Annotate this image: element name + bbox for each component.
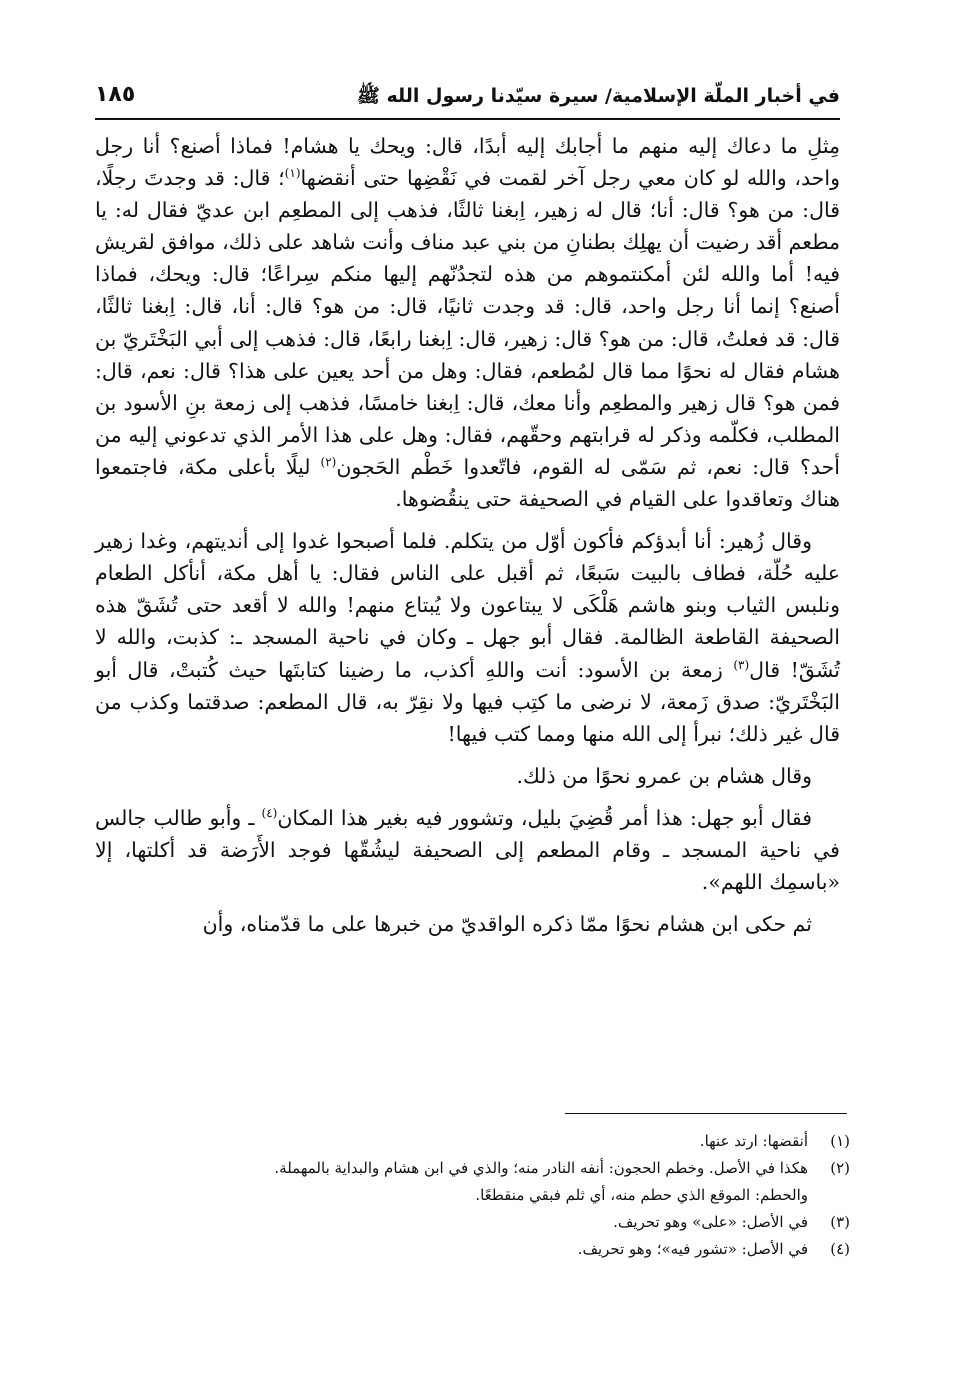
paragraph bbox=[95, 760, 840, 792]
text-line: وأنا معك، قال: اِبغنا خامسًا، فذهب إلى زمعة بنِ الأسود بن المطلب، فكلّمه وذكر bbox=[95, 390, 840, 447]
footnote-number: (٣) bbox=[830, 1213, 850, 1231]
footnote-marker[interactable]: (٣) bbox=[733, 657, 750, 672]
text-line: وقال هشام بن عمرو نحوًا من ذلك. bbox=[516, 763, 812, 788]
paragraph bbox=[95, 525, 840, 750]
footnote-text: في الأصل: «على» وهو تحريف. bbox=[613, 1213, 808, 1231]
footnote bbox=[95, 1128, 850, 1155]
footnote bbox=[95, 1155, 850, 1209]
text-line: له قرابتهم وحقّهم، فقال: وهل على هذا الأمر الذي تدعوني إليه من أحد؟ قال: نعم، bbox=[95, 422, 840, 479]
text-line: ؛ قال: قد bbox=[204, 166, 285, 191]
footnote-marker[interactable]: (٤) bbox=[261, 806, 278, 821]
text-line: وغدا زهير عليه حُلّة، فطاف بالبيت سَبعًا، ثم أقبل على الناس فقال: يا أهل مكة، bbox=[95, 529, 840, 586]
footnote-marker[interactable]: (١) bbox=[284, 166, 301, 181]
footnotes bbox=[95, 1128, 850, 1263]
text-line: مِثلِ ما دعاك إليه منهم ما أجابك إليه أبدًا، قال: ويحك يا هشام! فماذا أصنع؟ أنا bbox=[142, 134, 840, 158]
paragraph bbox=[95, 130, 840, 515]
text-line: من هو؟ قال: أنا، قال: اِبغنا ثالثًا، قال: قد فعلتُ، قال: من هو؟ قال: زهير، قال: bbox=[95, 294, 840, 351]
text-line: حتى تُشَقّ هذه الصحيفة القاطعة الظالمة. فقال أبو جهل ـ وكان في ناحية المسجد ـ: bbox=[95, 593, 840, 650]
text-line: فقال أبو جهل: هذا أمر قُضِيَ بليل، وتشوور فيه بغير هذا المكان bbox=[277, 805, 812, 830]
text-line: اِبغنا رابعًا، قال: فذهب إلى أبي البَخْتَريّ بن هشام فقال له نحوًا مما قال لمُطعم، bbox=[95, 326, 840, 383]
header-rule bbox=[95, 118, 840, 120]
text-line: طالب جالس في ناحية المسجد ـ وقام المطعم إلى الصحيفة ليشُقّها فوجد الأَرَضة قد bbox=[95, 805, 840, 862]
running-title: في أخبار الملّة الإسلامية/ سيرة سيّدنا رسول الله ﷺ bbox=[356, 85, 840, 107]
text-line: وجدتَ رجلًا، قال: من هو؟ قال: أنا؛ قال له زهير، اِبغنا ثالثًا، فذهب إلى المطعِم bbox=[95, 166, 841, 223]
footnote-text: في الأصل: «تشور فيه»؛ وهو تحريف. bbox=[577, 1240, 808, 1258]
text-line: حيث كُتبتْ، قال أبو البَخْتَريّ: صدق زَمعة، لا نرضى ما كتِب فيها ولا نقِرّ به، قال bbox=[95, 657, 840, 714]
text-line: كذبت، والله لا تُشَقّ! قال bbox=[95, 625, 840, 682]
text-line: على ذلك، موافق لقريش فيه! أما والله لئن أمكنتموهم من هذه لتجدُنّهم إليها منكم bbox=[95, 230, 840, 287]
footnote-number: (٢) bbox=[830, 1159, 850, 1177]
text-line: زمعة بن الأسود: أنت واللهِ أكذب، ما رضينا كتابتَها bbox=[277, 657, 734, 682]
footnote-number: (٤) bbox=[830, 1240, 850, 1258]
page-header bbox=[95, 80, 840, 114]
text-line: سِراعًا؛ قال: ويحك، فماذا أصنع؟ إنما أنا رجل واحد، قال: قد وجدت ثانيًا، قال: bbox=[95, 262, 840, 319]
text-line: رجل واحد، والله لو كان معي رجل آخر لقمت في نَقْضِها حتى أنقضها bbox=[95, 134, 840, 191]
footnote bbox=[95, 1236, 850, 1263]
footnote-continuation: والحطم: الموقع الذي حطم منه، أي ثلم فبقي منقطعًا. bbox=[475, 1186, 808, 1204]
text-line: المطعم: صدقتما وكذب من قال غير ذلك؛ نبرأ إلى الله منها ومما كتب فيها! bbox=[95, 689, 840, 746]
page-number: ١٨٥ bbox=[95, 82, 136, 107]
text-line: على القيام في الصحيفة حتى ينقُضوها. bbox=[395, 487, 719, 512]
text-line: ثم سَمّى له القوم، فاتّعدوا خَطْم الحَجون bbox=[336, 454, 697, 479]
footnote-text: هكذا في الأصل. وخطم الحجون: أنفه النادر منه؛ والذي في ابن هشام والبداية بالمهملة. bbox=[274, 1159, 808, 1177]
footnote-marker[interactable]: (٢) bbox=[320, 455, 337, 470]
text-line: ليلًا بأعلى مكة، فاجتمعوا هناك وتعاقدوا bbox=[95, 454, 840, 512]
text-line: ثم حكى ابن هشام نحوًا ممّا ذكره الواقديّ من خبرها على ما قدّمناه، وأن bbox=[202, 912, 812, 937]
text-line: أنأكل الطعام ونلبس الثياب وبنو هاشم هَلْكَى لا يبتاعون ولا يُبتاع منهم! والله لا أقعد bbox=[95, 561, 840, 618]
footnote-rule bbox=[565, 1113, 847, 1114]
footnote bbox=[95, 1209, 850, 1236]
text-line: وقال زُهير: أنا أبدؤكم فأكون أوّل من يتكلم. فلما أصبحوا غدوا إلى أنديتهم، bbox=[184, 529, 812, 554]
text-line: ـ وأبو bbox=[209, 805, 262, 830]
paragraph bbox=[95, 908, 840, 940]
paragraph bbox=[95, 802, 840, 898]
footnote-text: أنقضها: ارتد عنها. bbox=[699, 1132, 808, 1150]
footnote-number: (١) bbox=[830, 1132, 850, 1150]
main-text bbox=[95, 130, 840, 940]
text-line: فقال: وهل من أحد يعين على هذا؟ قال: نعم، قال: فمن هو؟ قال زهير والمطعِم bbox=[95, 358, 840, 415]
text-line: أكلتها، إلا «باسمِك اللهم». bbox=[95, 837, 840, 895]
text-line: ابن عديّ فقال له: يا مطعم أقد رضيت أن يهلِك بطنانِ من بني عبد مناف وأنت شاهد bbox=[95, 198, 840, 255]
